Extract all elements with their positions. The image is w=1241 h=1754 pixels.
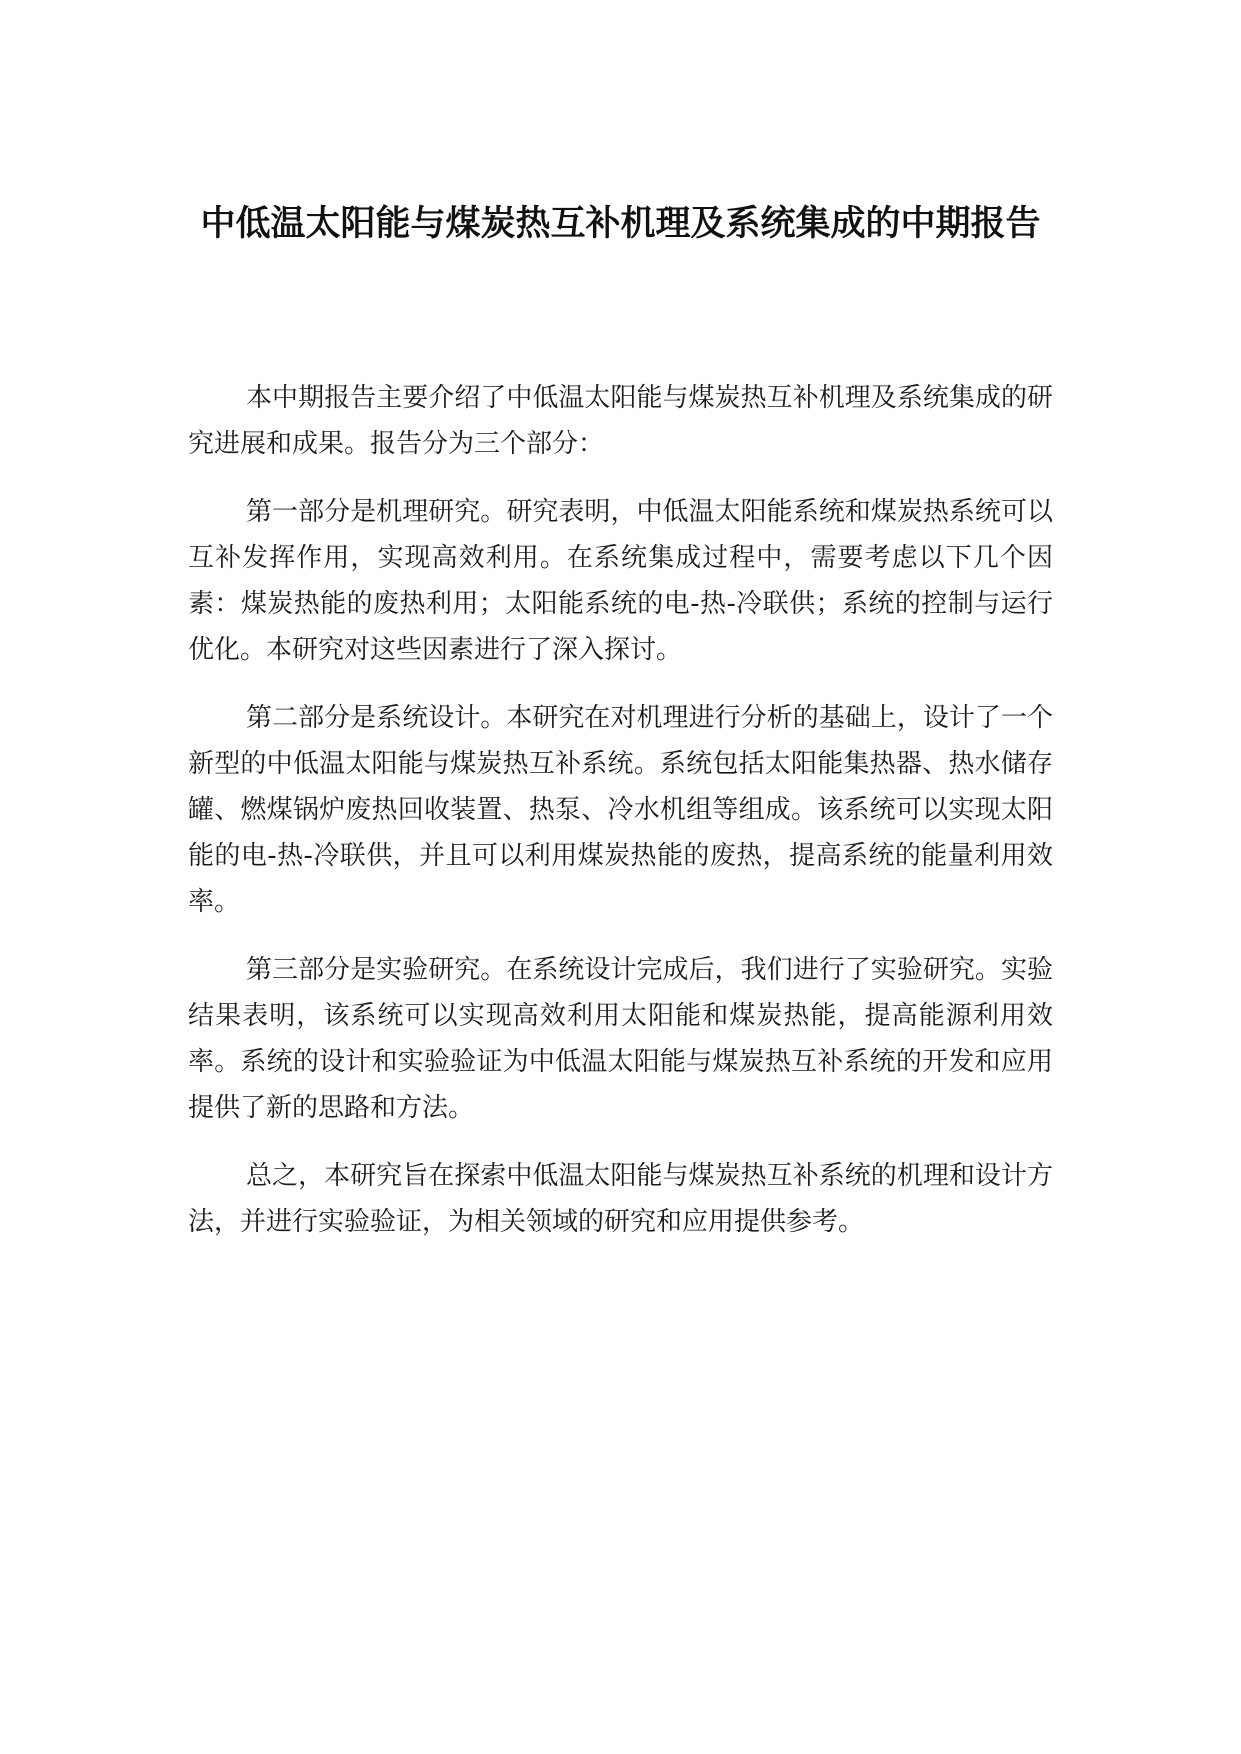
document-body bbox=[188, 375, 1053, 1267]
paragraph-intro: 本中期报告主要介绍了中低温太阳能与煤炭热互补机理及系统集成的研究进展和成果。报告分为三个部分： bbox=[188, 383, 1053, 459]
paragraph-conclusion: 总之，本研究旨在探索中低温太阳能与煤炭热互补系统的机理和设计方法，并进行实验验证，为相关领域的研究和应用提供参考。 bbox=[188, 1161, 1053, 1237]
paragraph-part-one: 第一部分是机理研究。研究表明，中低温太阳能系统和煤炭热系统可以互补发挥作用，实现高效利用。在系统集成过程中，需要考虑以下几个因素：煤炭热能的废热利用；太阳能系统的电-热-冷联供；系统的控制与运行优化。本研究对这些因素进行了深入探讨。 bbox=[188, 497, 1053, 665]
paragraph-part-three: 第三部分是实验研究。在系统设计完成后，我们进行了实验研究。实验结果表明，该系统可以实现高效利用太阳能和煤炭热能，提高能源利用效率。系统的设计和实验验证为中低温太阳能与煤炭热互补系统的开发和应用提供了新的思路和方法。 bbox=[188, 955, 1053, 1123]
paragraph-part-two: 第二部分是系统设计。本研究在对机理进行分析的基础上，设计了一个新型的中低温太阳能与煤炭热互补系统。系统包括太阳能集热器、热水储存罐、燃煤锅炉废热回收装置、热泵、冷水机组等组成。该系统可以实现太阳能的电-热-冷联供，并且可以利用煤炭热能的废热，提高系统的能量利用效率。 bbox=[188, 703, 1053, 917]
document-title: 中低温太阳能与煤炭热互补机理及系统集成的中期报告 bbox=[200, 204, 1041, 244]
